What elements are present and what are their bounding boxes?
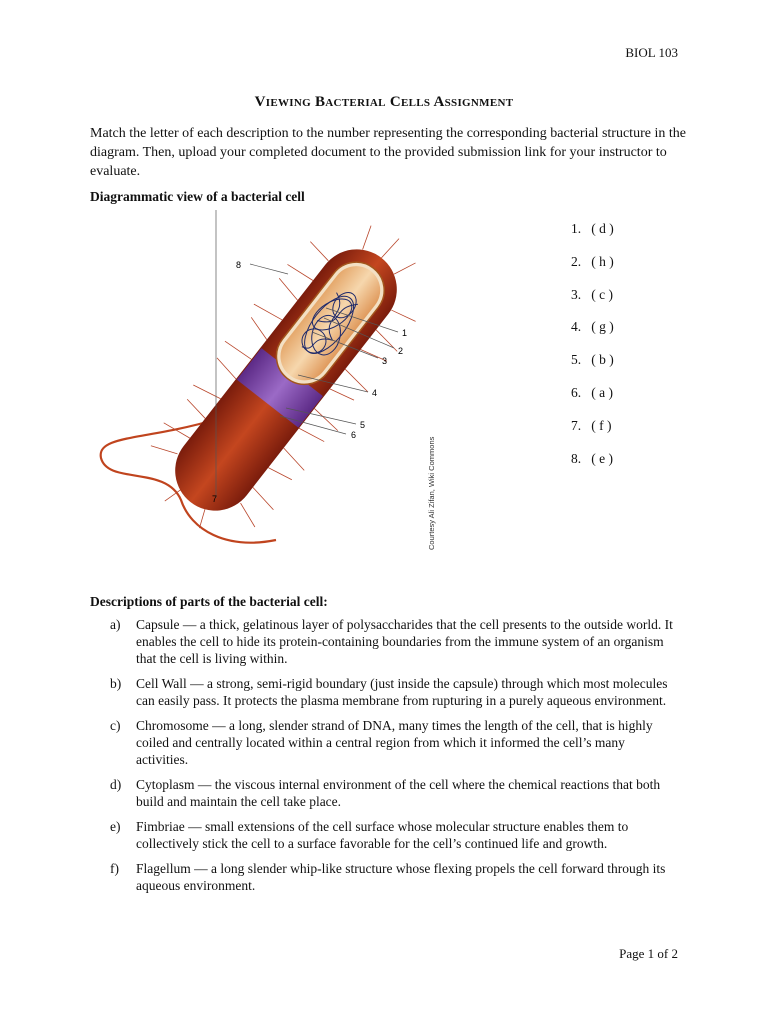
- description-text: Capsule — a thick, gelatinous layer of polysaccharides that the cell presents to the outside world. It enables the cell to hide its protein-containing boundaries from the immune system of an organism that the cell is living within.: [136, 617, 673, 666]
- descriptions-list: [110, 616, 680, 902]
- description-item: [110, 860, 680, 894]
- page-title: Viewing Bacterial Cells Assignment: [254, 94, 514, 110]
- diagram-label-1: 1: [402, 328, 408, 338]
- description-letter: f): [110, 861, 119, 876]
- description-text: Cytoplasm — the viscous internal environment of the cell where the chemical reactions that both build and maintain the cell take place.: [136, 777, 661, 809]
- diagram-label-7: 7: [212, 494, 218, 504]
- diagram-label-4: 4: [372, 388, 378, 398]
- answer-letter: ( e ): [591, 450, 613, 466]
- answer-item: [571, 253, 614, 286]
- answer-list: [571, 220, 614, 482]
- answer-item: [571, 318, 614, 351]
- description-letter: d): [110, 777, 122, 792]
- page-number: Page 1 of 2: [619, 946, 678, 961]
- diagram-heading: Diagrammatic view of a bacterial cell: [90, 189, 305, 204]
- instructions-paragraph: Match the letter of each description to the number representing the corresponding bacterial structure in the diagram. Then, upload your completed document to the provided submission link for your instructor to evaluate.: [90, 126, 686, 179]
- diagram-label-5: 5: [360, 420, 366, 430]
- answer-letter: ( g ): [591, 319, 614, 335]
- answer-number: 6.: [571, 384, 582, 400]
- answer-number: 7.: [571, 417, 582, 433]
- description-letter: c): [110, 718, 121, 733]
- answer-number: 5.: [571, 352, 582, 368]
- course-code: BIOL 103: [625, 45, 678, 60]
- answer-number: 3.: [571, 286, 582, 302]
- diagram-label-6: 6: [351, 430, 357, 440]
- answer-letter: ( h ): [591, 253, 614, 269]
- answer-item: [571, 417, 614, 450]
- answer-letter: ( d ): [591, 221, 614, 236]
- diagram-credit: Courtesy Ali Zifan, Wiki Commons: [427, 436, 436, 550]
- description-text: Flagellum — a long slender whip-like structure whose flexing propels the cell forward through its aqueous environment.: [136, 861, 666, 893]
- answer-item: [571, 384, 614, 417]
- answer-number: 8.: [571, 450, 582, 466]
- answer-letter: ( f ): [591, 417, 612, 433]
- diagram-label-8: 8: [236, 260, 242, 270]
- description-text: Fimbriae — small extensions of the cell surface whose molecular structure enables them to collectively stick the cell to a surface favorable for the cell’s continued life and growth.: [136, 819, 629, 851]
- answer-letter: ( a ): [591, 384, 613, 400]
- description-item: [110, 818, 680, 852]
- answer-item: [571, 220, 614, 253]
- description-letter: a): [110, 617, 121, 632]
- answer-number: 4.: [571, 319, 582, 335]
- bacterial-cell-diagram: [86, 210, 456, 560]
- answer-letter: ( c ): [591, 286, 613, 302]
- answer-number: 1.: [571, 221, 582, 236]
- description-letter: b): [110, 676, 122, 691]
- description-text: Chromosome — a long, slender strand of DNA, many times the length of the cell, that is highly coiled and centrally located within a central region from which it informed the cell’s many activities.: [136, 718, 653, 767]
- answer-item: [571, 450, 614, 483]
- answer-letter: ( b ): [591, 352, 614, 368]
- description-item: [110, 675, 680, 709]
- diagram-label-2: 2: [398, 346, 404, 356]
- description-item: [110, 616, 680, 667]
- diagram-label-3: 3: [382, 356, 388, 366]
- description-item: [110, 776, 680, 810]
- descriptions-heading: Descriptions of parts of the bacterial cell:: [90, 594, 328, 609]
- answer-item: [571, 351, 614, 384]
- description-letter: e): [110, 819, 121, 834]
- description-item: [110, 717, 680, 768]
- answer-item: [571, 286, 614, 319]
- description-text: Cell Wall — a strong, semi-rigid boundary (just inside the capsule) through which most molecules can easily pass. It protects the plasma membrane from rupturing in a purely aqueous environment.: [136, 676, 668, 708]
- answer-number: 2.: [571, 253, 582, 269]
